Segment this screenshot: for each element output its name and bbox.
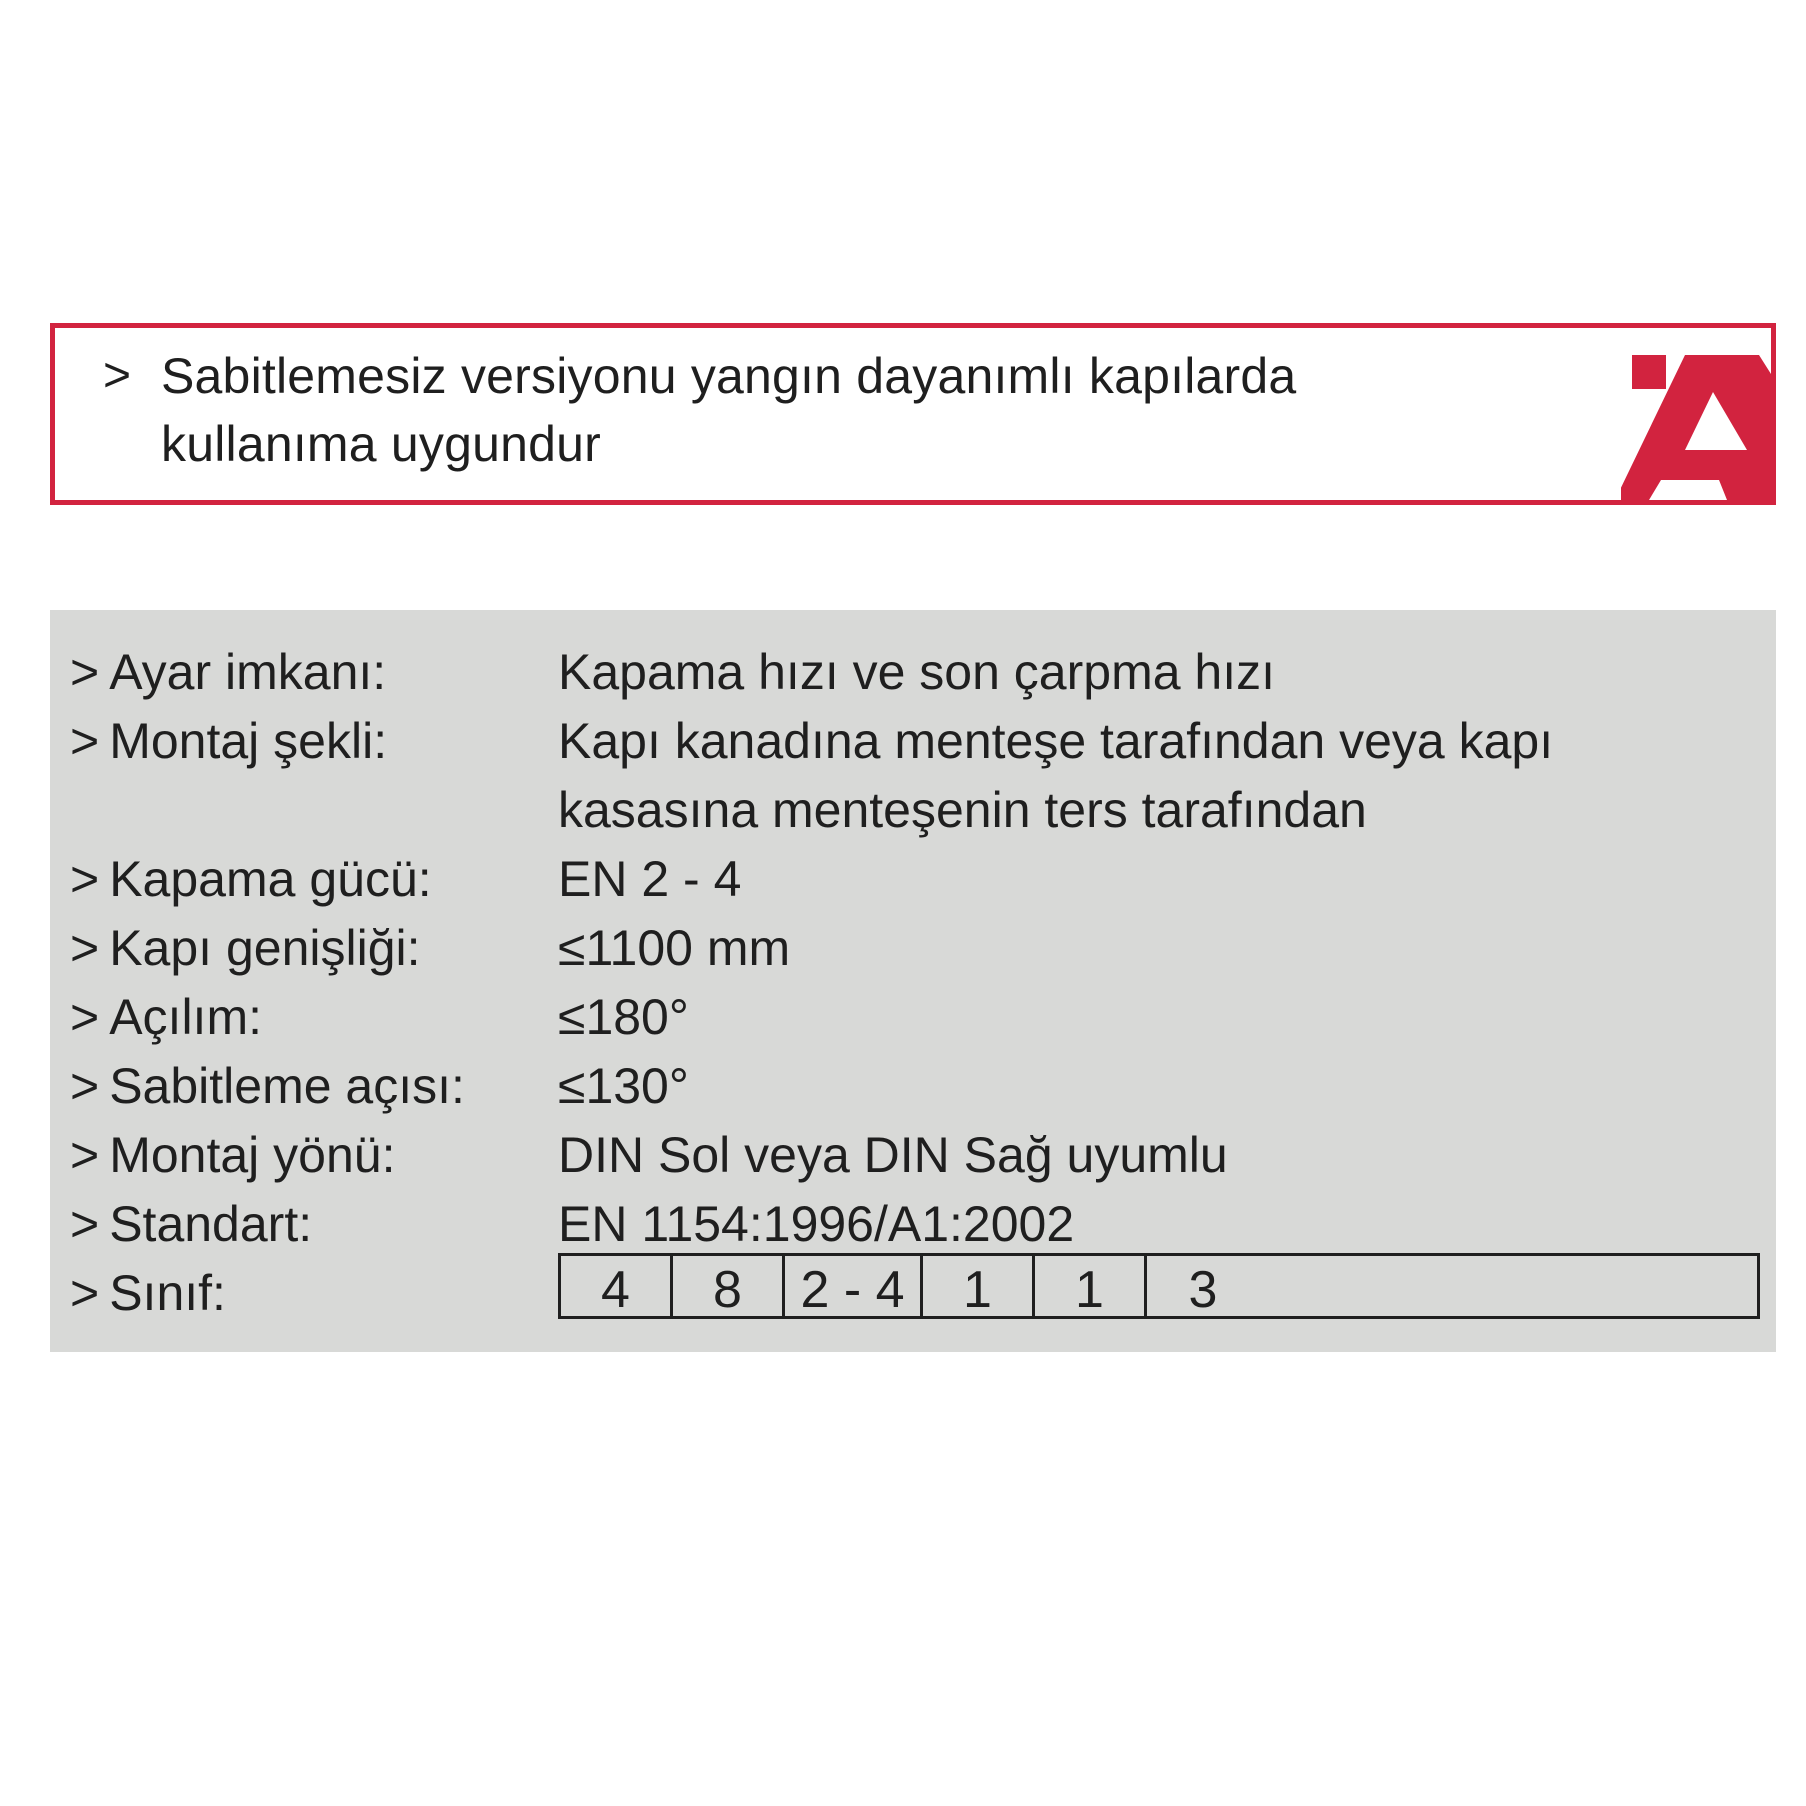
spec-row-door-width [70,914,1760,983]
spec-label: Kapama gücü: [109,851,432,907]
spec-row-class [70,1259,1760,1328]
bullet-arrow: > [70,1196,100,1252]
spec-row-opening-angle [70,983,1760,1052]
spec-label: Sınıf: [109,1265,226,1321]
bullet-arrow: > [70,644,100,700]
class-cell: 1 [923,1256,1035,1316]
bullet-arrow: > [70,1058,100,1114]
spec-value: ≤130° [558,1058,689,1114]
spec-row-adjustment [70,638,1760,707]
notice-arrow: > [103,349,132,402]
fire-door-notice [50,323,1776,505]
spec-value: ≤1100 mm [558,920,791,976]
specification-panel [50,610,1776,1352]
spec-label: Sabitleme açısı: [109,1058,465,1114]
spec-row-closing-force [70,845,1760,914]
class-cell: 8 [673,1256,785,1316]
notice-line-1: Sabitlemesiz versiyonu yangın dayanımlı kapılarda [161,348,1297,404]
spec-label: Açılım: [109,989,262,1045]
spec-row-mounting [70,707,1760,845]
bullet-arrow: > [70,989,100,1045]
spec-label: Standart: [109,1196,313,1252]
spec-value: EN 2 - 4 [558,851,742,907]
spec-label: Montaj şekli: [109,713,388,769]
notice-text [161,342,1541,478]
classification-code-boxes [558,1253,1760,1319]
class-cell: 2 - 4 [785,1256,923,1316]
class-cell: 4 [561,1256,673,1316]
spec-label: Kapı genişliği: [109,920,421,976]
spec-label: Ayar imkanı: [109,644,387,700]
spec-label: Montaj yönü: [109,1127,396,1183]
class-cell: 1 [1035,1256,1147,1316]
spec-value-line-2: kasasına menteşenin ters tarafından [558,782,1367,838]
bullet-arrow: > [70,1127,100,1183]
spec-value-line-1: Kapı kanadına menteşe tarafından veya kapı [558,713,1554,769]
spec-value: ≤180° [558,989,689,1045]
notice-line-2: kullanıma uygundur [161,416,601,472]
bullet-arrow: > [70,920,100,976]
class-cell: 3 [1188,1260,1218,1319]
fire-rated-door-icon [1621,328,1771,500]
spec-row-mounting-direction [70,1121,1760,1190]
spec-row-standard [70,1190,1760,1259]
spec-value [558,707,1760,845]
spec-value: Kapama hızı ve son çarpma hızı [558,644,1276,700]
bullet-arrow: > [70,713,100,769]
spec-value: EN 1154:1996/A1:2002 [558,1196,1075,1252]
bullet-arrow: > [70,851,100,907]
spec-list [70,638,1760,1328]
bullet-arrow: > [70,1265,100,1321]
spec-row-hold-open-angle [70,1052,1760,1121]
spec-value: DIN Sol veya DIN Sağ uyumlu [558,1127,1228,1183]
